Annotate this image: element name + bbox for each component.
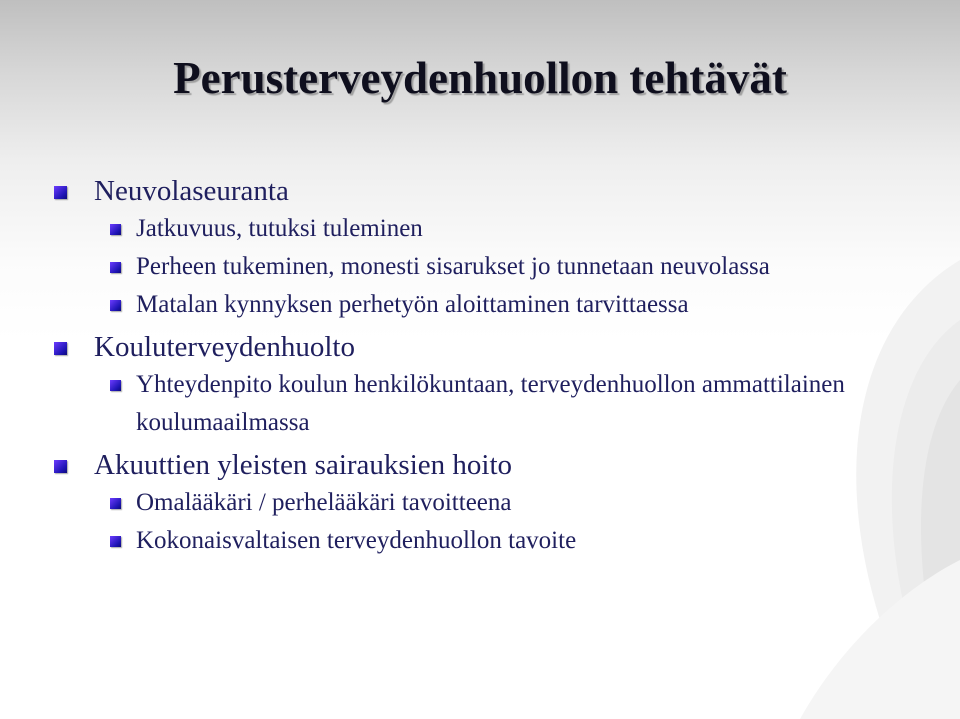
square-bullet-icon: [54, 186, 67, 199]
section-heading-neuvolaseuranta: [54, 172, 934, 210]
square-bullet-icon: [54, 460, 67, 473]
square-bullet-icon: [110, 300, 121, 311]
list-item: [54, 484, 934, 522]
section-heading-akuuttien-sairauksien-hoito: [54, 446, 934, 484]
square-bullet-icon: [54, 342, 67, 355]
square-bullet-icon: [110, 536, 121, 547]
list-item-text: Yhteydenpito koulun henkilökuntaan, terveydenhuollon ammattilainen koulumaailmassa: [136, 371, 845, 436]
list-item: [54, 522, 934, 560]
list-item-text: Kokonaisvaltaisen terveydenhuollon tavoite: [136, 527, 577, 554]
list-item-text: Matalan kynnyksen perhetyön aloittaminen tarvittaessa: [136, 291, 689, 318]
list-item: [54, 286, 934, 324]
square-bullet-icon: [110, 380, 121, 391]
list-item-text: Omalääkäri / perhelääkäri tavoitteena: [136, 489, 512, 516]
slide-content: [54, 172, 934, 560]
list-item-text: Jatkuvuus, tutuksi tuleminen: [136, 215, 423, 242]
square-bullet-icon: [110, 224, 121, 235]
section-heading-text: Neuvolaseuranta: [94, 175, 289, 207]
list-item: [54, 248, 934, 286]
square-bullet-icon: [110, 262, 121, 273]
list-item-text: Perheen tukeminen, monesti sisarukset jo tunnetaan neuvolassa: [136, 253, 770, 280]
slide-title: Perusterveydenhuollon tehtävät: [173, 53, 787, 103]
list-item: [54, 366, 934, 442]
square-bullet-icon: [110, 498, 121, 509]
section-heading-text: Kouluterveydenhuolto: [94, 331, 355, 363]
section-heading-text: Akuuttien yleisten sairauksien hoito: [94, 449, 513, 481]
section-heading-kouluterveydenhuolto: [54, 328, 934, 366]
list-item: [54, 210, 934, 248]
